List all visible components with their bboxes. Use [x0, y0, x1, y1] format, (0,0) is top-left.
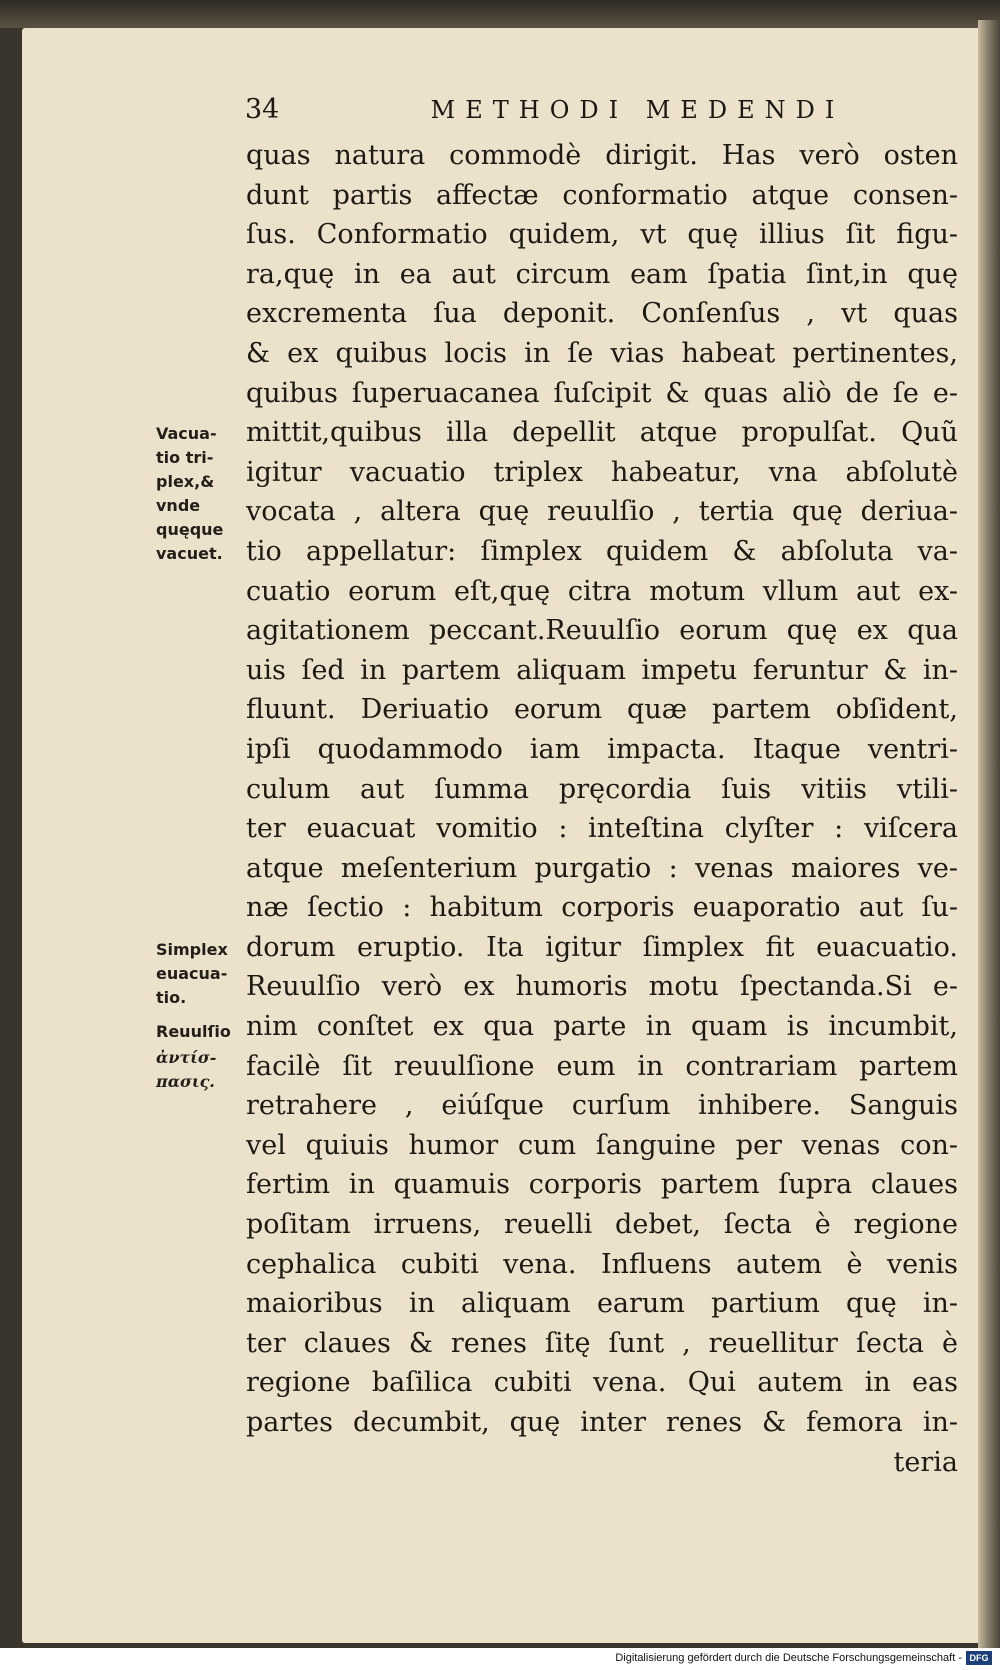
margin-note-line: quęque	[156, 520, 224, 539]
margin-note-reuulsio	[156, 1020, 246, 1044]
margin-note-line: euacua-	[156, 964, 228, 983]
text-line: facilè ſit reuulſione eum in contrariam partem	[246, 1050, 958, 1082]
text-line: ter claues & renes ſitę ſunt , reuellitur ſecta è	[246, 1327, 958, 1359]
text-line: maioribus in aliquam earum partium quę in-	[246, 1288, 958, 1320]
margin-note-line: vnde	[156, 496, 201, 515]
catchword: teria	[893, 1446, 958, 1478]
text-line: quas natura commodè dirigit. Has verò osten	[246, 140, 958, 171]
text-line: Reuulſio verò ex humoris motu ſpectanda.Si e-	[246, 971, 958, 1003]
text-line: & ex quibus locis in ſe vias habeat pertinentes,	[246, 337, 958, 369]
margin-note-line: vacuet.	[156, 544, 223, 563]
funding-credit: Digitalisierung gefördert durch die Deutsche Forschungsgemeinschaft -	[615, 1652, 962, 1664]
scan-top-edge	[0, 0, 1000, 28]
text-line: mittit,quibus illa depellit atque propulſat. Quũ	[246, 417, 958, 449]
margin-note-line: Vacua-	[156, 424, 217, 443]
text-line: culum aut ſumma pręcordia ſuis vitiis vtili-	[246, 773, 958, 805]
text-line: atque meſenterium purgatio : venas maiores ve-	[246, 852, 958, 884]
page-fore-edge	[978, 20, 1000, 1648]
margin-note-simplex	[156, 938, 246, 1010]
dfg-logo: DFG	[966, 1651, 992, 1665]
body-text	[246, 136, 958, 1482]
text-line: cephalica cubiti vena. Influens autem è venis	[246, 1248, 958, 1280]
text-line: ra,quę in ea aut circum eam ſpatia ſint,in quę	[246, 258, 958, 290]
margin-note-line: plex,&	[156, 472, 215, 491]
text-line: regione baſilica cubiti vena. Qui autem in eas	[246, 1367, 958, 1399]
page-number: 34	[245, 94, 280, 125]
text-line: retrahere , eiúſque curſum inhibere. Sanguis	[246, 1090, 958, 1122]
text-line: dorum eruptio. Ita igitur ſimplex fit euacuatio.	[246, 931, 958, 963]
text-line: partes decumbit, quę inter renes & femora in-	[246, 1407, 958, 1438]
text-line: vocata , altera quę reuulſio , tertia quę deriua-	[246, 496, 958, 528]
text-line: fertim in quamuis corporis partem ſupra claues	[246, 1169, 958, 1201]
text-line: uis ſed in partem aliquam impetu feruntur & in-	[246, 654, 958, 686]
margin-note-line: tio.	[156, 988, 187, 1007]
text-line: dunt partis affectæ conformatio atque consen-	[246, 179, 958, 211]
text-line: excrementa ſua deponit. Conſenſus , vt quas	[246, 298, 958, 330]
running-title: METHODI MEDENDI	[430, 96, 845, 124]
margin-note-vacuatio	[156, 422, 246, 566]
margin-note-line: πασις.	[156, 1072, 215, 1091]
text-line: vel quiuis humor cum ſanguine per venas con-	[246, 1129, 958, 1161]
text-line: poſitam irruens, reuelli debet, ſecta è regione	[246, 1209, 958, 1241]
margin-note-line: Simplex	[156, 940, 228, 959]
margin-note-line: ἀντίσ-	[156, 1048, 217, 1067]
text-line: igitur vacuatio triplex habeatur, vna abſolutè	[246, 456, 958, 488]
text-line: nim conſtet ex qua parte in quam is incumbit,	[246, 1011, 958, 1043]
margin-note-line: tio tri-	[156, 448, 214, 467]
text-line: ter euacuat vomitio : inteſtina clyſter : viſcera	[246, 813, 958, 845]
text-line: ſus. Conformatio quidem, vt quę illius ſit figu-	[246, 219, 958, 251]
text-line: næ ſectio : habitum corporis euaporatio aut ſu-	[246, 892, 958, 924]
text-line: cuatio eorum eſt,quę citra motum vllum aut ex-	[246, 575, 958, 607]
margin-note-greek	[156, 1046, 246, 1094]
page-header	[245, 94, 960, 130]
text-line: tio appellatur: ſimplex quidem & abſoluta va-	[246, 535, 958, 567]
text-line: quibus ſuperuacanea ſuſcipit & quas aliò de ſe e-	[246, 377, 958, 409]
margin-note-line: Reuulſio	[156, 1022, 231, 1041]
text-line: ipſi quodammodo iam impacta. Itaque ventri-	[246, 733, 958, 765]
text-line: agitationem peccant.Reuulſio eorum quę ex qua	[246, 615, 958, 647]
text-line: fluunt. Deriuatio eorum quæ partem obſident,	[246, 694, 958, 726]
